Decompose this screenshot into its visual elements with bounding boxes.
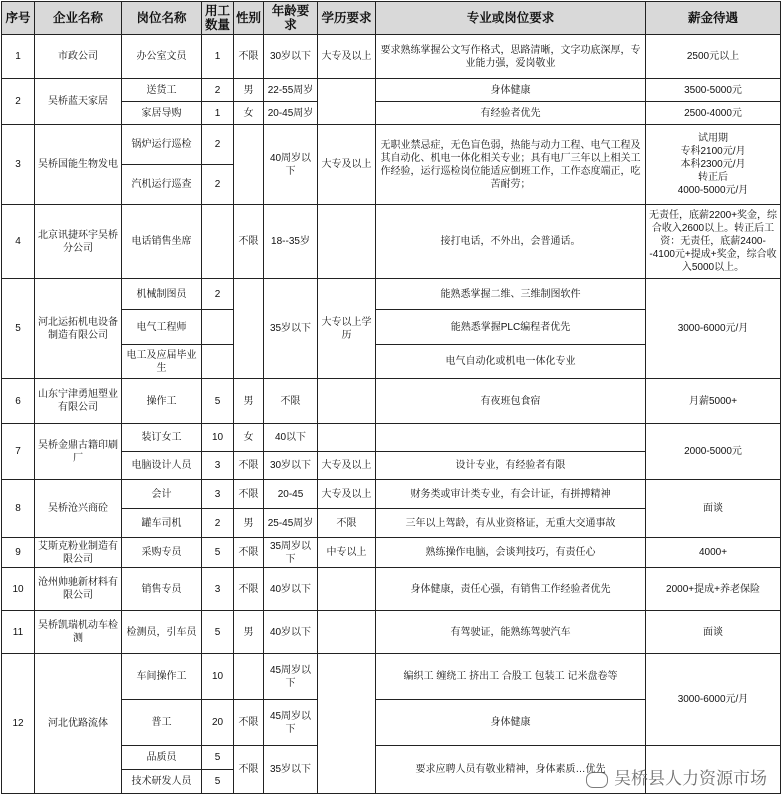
salary: 2500-4000元 (646, 102, 781, 125)
age: 18--35岁 (264, 205, 318, 279)
age: 40以下 (264, 424, 318, 452)
company-name: 山东宁津勇旭塑业有限公司 (35, 379, 122, 424)
requirement: 编织工 缠绕工 挤出工 合股工 包装工 记米盘卷等 (376, 654, 646, 700)
gender: 不限 (234, 746, 264, 794)
education (318, 568, 376, 611)
headcount: 2 (202, 279, 234, 310)
headcount: 2 (202, 79, 234, 102)
company-name: 艾斯克粉业制造有限公司 (35, 538, 122, 568)
header-count: 用工数量 (202, 2, 234, 35)
gender: 男 (234, 509, 264, 538)
education: 大专及以上 (318, 480, 376, 509)
header-position: 岗位名称 (122, 2, 202, 35)
header-company: 企业名称 (35, 2, 122, 35)
requirement: 财务类或审计类专业，有会计证，有拼搏精神 (376, 480, 646, 509)
table-row (2, 79, 781, 102)
position-name: 汽机运行巡查 (122, 165, 202, 205)
requirement: 有驾驶证，能熟练驾驶汽车 (376, 611, 646, 654)
salary: 试用期 专科2100元/月 本科2300元/月 转正后 4000-5000元/月 (646, 125, 781, 205)
position-name: 车间操作工 (122, 654, 202, 700)
position-name: 罐车司机 (122, 509, 202, 538)
salary: 面谈 (646, 480, 781, 538)
row-no: 3 (2, 125, 35, 205)
headcount: 3 (202, 480, 234, 509)
requirement: 身体健康，责任心强，有销售工作经验者优先 (376, 568, 646, 611)
row-no: 9 (2, 538, 35, 568)
company-name: 吴桥金鼎古籍印刷厂 (35, 424, 122, 480)
requirement: 能熟悉掌握PLC编程者优先 (376, 310, 646, 345)
education: 大专以上学历 (318, 279, 376, 379)
headcount (202, 205, 234, 279)
salary: 2500元以上 (646, 35, 781, 79)
company-name: 北京讯捷环宇吴桥分公司 (35, 205, 122, 279)
gender: 男 (234, 79, 264, 102)
headcount: 5 (202, 746, 234, 770)
gender: 男 (234, 379, 264, 424)
position-name: 会计 (122, 480, 202, 509)
age: 20-45周岁 (264, 102, 318, 125)
header-age: 年龄要求 (264, 2, 318, 35)
header-row (2, 2, 781, 35)
headcount (202, 310, 234, 345)
position-name: 家居导购 (122, 102, 202, 125)
education: 大专及以上 (318, 125, 376, 205)
requirement: 要求熟练掌握公文写作格式，思路清晰，文字功底深厚，专业能力强，爱岗敬业 (376, 35, 646, 79)
header-no: 序号 (2, 2, 35, 35)
education (318, 654, 376, 794)
requirement: 要求应聘人员有敬业精神，身体素质…优先 (376, 746, 646, 794)
row-no: 11 (2, 611, 35, 654)
position-name: 电工及应届毕业生 (122, 345, 202, 379)
education (318, 424, 376, 452)
table-row (2, 538, 781, 568)
age: 20-45 (264, 480, 318, 509)
gender: 不限 (234, 568, 264, 611)
headcount: 2 (202, 165, 234, 205)
company-name: 市政公司 (35, 35, 122, 79)
age: 35岁以下 (264, 279, 318, 379)
gender: 不限 (234, 480, 264, 509)
salary: 面谈 (646, 611, 781, 654)
company-name: 河北运拓机电设备制造有限公司 (35, 279, 122, 379)
age: 不限 (264, 379, 318, 424)
education (318, 379, 376, 424)
salary: 3000-6000元/月 (646, 654, 781, 746)
gender: 男 (234, 611, 264, 654)
requirement: 接打电话，不外出，会普通话。 (376, 205, 646, 279)
requirement: 无职业禁忌症，无色盲色弱，热能与动力工程、电气工程及其自动化、机电一体化相关专业；具有电厂三年以上相关工作经验，运行巡检岗位能适应倒班工作，工作态度端正，吃苦耐劳； (376, 125, 646, 205)
age: 40岁以下 (264, 611, 318, 654)
job-listing-table (1, 1, 781, 794)
row-no: 5 (2, 279, 35, 379)
header-salary: 薪金待遇 (646, 2, 781, 35)
company-name: 吴桥国能生物发电 (35, 125, 122, 205)
table-row (2, 379, 781, 424)
row-no: 10 (2, 568, 35, 611)
salary: 4000+ (646, 538, 781, 568)
education (318, 205, 376, 279)
requirement: 能熟悉掌握二维、三维制图软件 (376, 279, 646, 310)
position-name: 检测员，引车员 (122, 611, 202, 654)
gender: 不限 (234, 205, 264, 279)
position-name: 装订女工 (122, 424, 202, 452)
headcount: 2 (202, 125, 234, 165)
position-name: 电气工程师 (122, 310, 202, 345)
gender: 不限 (234, 700, 264, 746)
headcount: 2 (202, 509, 234, 538)
row-no: 4 (2, 205, 35, 279)
table-row (2, 205, 781, 279)
position-name: 技术研发人员 (122, 770, 202, 794)
gender (234, 279, 264, 379)
requirement (376, 424, 646, 452)
header-gender: 性别 (234, 2, 264, 35)
gender (234, 125, 264, 205)
age: 25-45周岁 (264, 509, 318, 538)
age: 22-55周岁 (264, 79, 318, 102)
company-name: 吴桥沧兴商砼 (35, 480, 122, 538)
headcount (202, 345, 234, 379)
table-row (2, 125, 781, 165)
row-no: 6 (2, 379, 35, 424)
age: 40周岁以下 (264, 125, 318, 205)
wechat-icon (586, 772, 608, 788)
table-row (2, 568, 781, 611)
requirement: 身体健康 (376, 79, 646, 102)
headcount: 1 (202, 102, 234, 125)
position-name: 采购专员 (122, 538, 202, 568)
headcount: 1 (202, 35, 234, 79)
headcount: 5 (202, 379, 234, 424)
company-name: 沧州帅驰新材料有限公司 (35, 568, 122, 611)
watermark-text: 吴桥县人力资源市场 (614, 769, 767, 788)
company-name: 吴桥凯瑞机动车检测 (35, 611, 122, 654)
education: 大专及以上 (318, 35, 376, 79)
requirement: 有夜班包食宿 (376, 379, 646, 424)
age: 45周岁以下 (264, 700, 318, 746)
headcount: 10 (202, 654, 234, 700)
table-row (2, 654, 781, 700)
headcount: 5 (202, 611, 234, 654)
row-no: 7 (2, 424, 35, 480)
position-name: 品质员 (122, 746, 202, 770)
education: 大专及以上 (318, 452, 376, 480)
table-row (2, 480, 781, 509)
gender: 不限 (234, 35, 264, 79)
headcount: 3 (202, 452, 234, 480)
table-row (2, 424, 781, 452)
headcount: 20 (202, 700, 234, 746)
salary: 无责任，底薪2200+奖金，综合收入2600以上。转正后工资：无责任，底薪2400--4100元+提成+奖金，综合收入5000以上。 (646, 205, 781, 279)
row-no: 2 (2, 79, 35, 125)
headcount: 10 (202, 424, 234, 452)
table-row (2, 611, 781, 654)
salary: 3000-6000元/月 (646, 279, 781, 379)
requirement: 电气自动化或机电一体化专业 (376, 345, 646, 379)
age: 40岁以下 (264, 568, 318, 611)
row-no: 8 (2, 480, 35, 538)
table-row (2, 35, 781, 79)
gender: 女 (234, 424, 264, 452)
gender (234, 654, 264, 700)
gender: 女 (234, 102, 264, 125)
row-no: 12 (2, 654, 35, 794)
age: 45周岁以下 (264, 654, 318, 700)
headcount: 5 (202, 770, 234, 794)
gender: 不限 (234, 538, 264, 568)
table-row (2, 279, 781, 310)
salary: 3500-5000元 (646, 79, 781, 102)
position-name: 送货工 (122, 79, 202, 102)
salary: 2000-5000元 (646, 424, 781, 480)
position-name: 锅炉运行巡检 (122, 125, 202, 165)
position-name: 普工 (122, 700, 202, 746)
header-requirement: 专业或岗位要求 (376, 2, 646, 35)
company-name: 吴桥蓝天家居 (35, 79, 122, 125)
position-name: 操作工 (122, 379, 202, 424)
position-name: 销售专员 (122, 568, 202, 611)
requirement: 身体健康 (376, 700, 646, 746)
salary: 2000+提成+养老保险 (646, 568, 781, 611)
age: 35岁以下 (264, 746, 318, 794)
header-education: 学历要求 (318, 2, 376, 35)
education (318, 611, 376, 654)
age: 30岁以下 (264, 452, 318, 480)
position-name: 电脑设计人员 (122, 452, 202, 480)
requirement: 设计专业，有经验者有限 (376, 452, 646, 480)
education (318, 79, 376, 125)
row-no: 1 (2, 35, 35, 79)
headcount: 3 (202, 568, 234, 611)
watermark (586, 764, 767, 789)
salary: 月薪5000+ (646, 379, 781, 424)
requirement: 三年以上驾龄，有从业资格证，无重大交通事故 (376, 509, 646, 538)
age: 35周岁以下 (264, 538, 318, 568)
requirement: 有经验者优先 (376, 102, 646, 125)
education: 不限 (318, 509, 376, 538)
position-name: 机械制图员 (122, 279, 202, 310)
position-name: 办公室文员 (122, 35, 202, 79)
headcount: 5 (202, 538, 234, 568)
position-name: 电话销售坐席 (122, 205, 202, 279)
education: 中专以上 (318, 538, 376, 568)
age: 30岁以下 (264, 35, 318, 79)
requirement: 熟练操作电脑，会谈判技巧，有责任心 (376, 538, 646, 568)
gender: 不限 (234, 452, 264, 480)
company-name: 河北优路流体 (35, 654, 122, 794)
